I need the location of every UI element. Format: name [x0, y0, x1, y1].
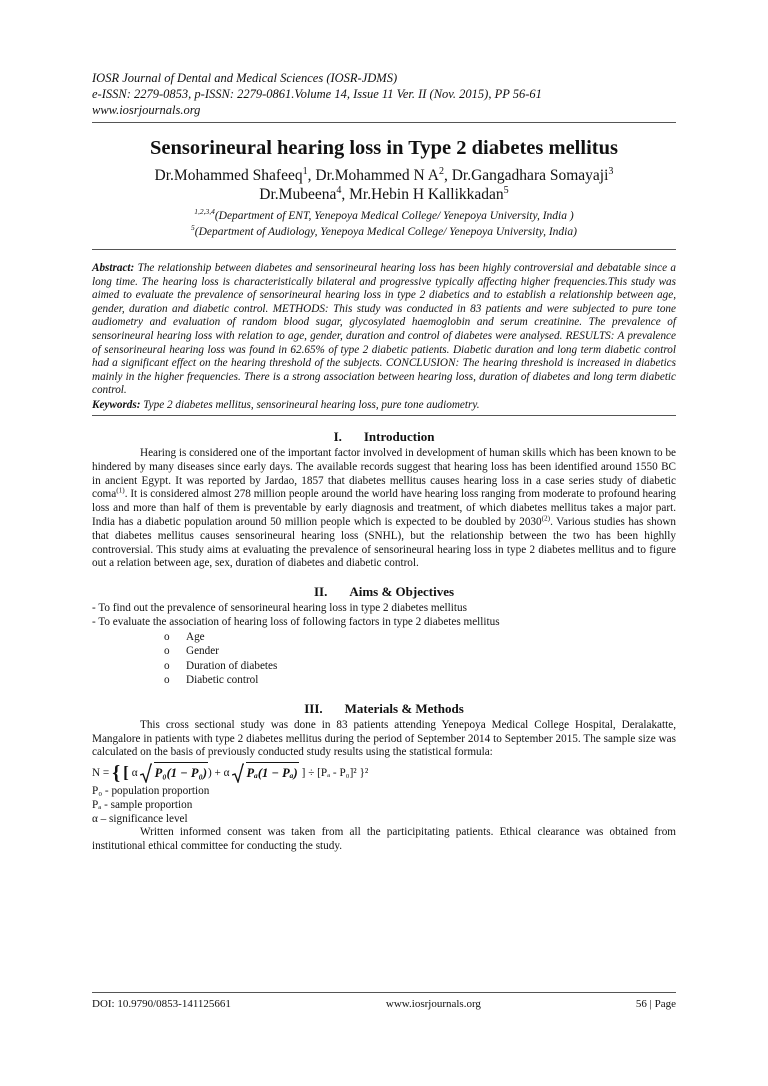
- author-2: , Dr.Mohammed N A: [307, 167, 439, 184]
- keywords: [92, 398, 676, 412]
- author-3-sup: 3: [608, 165, 614, 177]
- bullet-marker: o: [164, 674, 170, 687]
- affiliations: [92, 208, 676, 240]
- affiliation-2-text: (Department of Audiology, Yenepoya Medical College/ Yenepoya University, India): [194, 226, 577, 238]
- abstract-divider-bottom: [92, 415, 676, 416]
- journal-header: [92, 70, 676, 123]
- introduction-paragraph: [92, 447, 676, 571]
- affiliation-1-text: (Department of ENT, Yenepoya Medical College/ Yenepoya University, India ): [214, 210, 574, 222]
- header-divider: [92, 122, 676, 123]
- author-3: , Dr.Gangadhara Somayaji: [443, 167, 609, 184]
- definition-pa: Pₐ - sample proportion: [92, 798, 193, 811]
- list-item: [92, 630, 676, 645]
- formula-brace-icon: {: [112, 761, 121, 784]
- footer-divider: [92, 992, 676, 993]
- footer-row: [92, 998, 676, 1010]
- intro-text-c: . Various studies has shown that diabetes mellitus causes sensorineural hearing loss (SNHL), but the relationship between the two has been highlly controversial. This study aims at evaluating the prevalence of sensorineural hearing loss in type 2 diabetes mellitus and to figure out a relation between age, sex, duration of diabetes and diabetic control.: [92, 515, 676, 570]
- footer-page-number: 56 | Page: [635, 998, 676, 1010]
- formula-tail: ] ÷ [Pₐ - P₀]² }²: [301, 766, 369, 779]
- affiliation-1: [92, 208, 676, 224]
- aim-1: - To find out the prevalence of sensorineural hearing loss in type 2 diabetes mellitus: [92, 602, 467, 615]
- page-footer: [92, 992, 676, 1010]
- formula-plus: ) + α: [208, 766, 230, 779]
- affiliation-1-sup: 1,2,3,4: [194, 207, 215, 217]
- section-heading-introduction: [92, 429, 676, 445]
- formula-p0-term: P₀(1 − P₀): [154, 762, 208, 783]
- sample-size-formula: [92, 762, 676, 783]
- list-item: [92, 673, 676, 688]
- section-number: III.: [304, 700, 323, 716]
- methods-paragraph-2: Written informed consent was taken from all the participitating patients. Ethical clearance was obtained from institutional ethical committee for conducting the study.: [92, 826, 676, 853]
- footer-doi: DOI: 10.9790/0853-141125661: [92, 998, 231, 1010]
- list-item-text: Duration of diabetes: [186, 659, 278, 672]
- author-2-sup: 2: [438, 165, 444, 177]
- formula-alpha: α: [131, 766, 138, 779]
- journal-name: IOSR Journal of Dental and Medical Sciences (IOSR-JDMS): [92, 71, 398, 85]
- sqrt-icon: [140, 763, 152, 783]
- author-4-sup: 4: [336, 184, 342, 196]
- list-item-text: Gender: [186, 645, 219, 658]
- intro-text-a: Hearing is considered one of the important factor involved in development of human skills which has been known to be hindered by many diseases since early days. The available records suggest that hearing loss has been identified around 1550 BC in ancient Egypt. It was reported by Jardao, 1857 that diabetes mellitus causes hearing loss in a case series study of diabetic coma: [92, 446, 676, 501]
- bullet-marker: o: [164, 659, 170, 672]
- intro-text-b: . It is considered almost 278 million people around the world have hearing loss ranging from moderate to profound hearing loss and more than half of them is preventable by early diagnosis and treatment, of which diabetes mellitus takes a major part. India has a diabetic population around 50 million people which is expected to be doubled by 2030: [92, 488, 676, 528]
- formula-bracket-icon: [: [123, 762, 129, 782]
- bullet-marker: o: [164, 630, 170, 643]
- definition-p0: P₀ - population proportion: [92, 785, 210, 798]
- citation-1: (1): [116, 486, 125, 495]
- citation-2: (2): [541, 514, 551, 523]
- abstract: [92, 262, 676, 398]
- keywords-text: Type 2 diabetes mellitus, sensorineural hearing loss, pure tone audiometry.: [140, 398, 480, 411]
- section-title: Materials & Methods: [344, 700, 464, 716]
- journal-url: www.iosrjournals.org: [92, 103, 201, 117]
- bullet-marker: o: [164, 645, 170, 658]
- affiliation-2-sup: 5: [191, 223, 195, 233]
- list-item: [92, 644, 676, 659]
- abstract-label: Abstract:: [92, 262, 135, 274]
- methods-paragraph-1: This cross sectional study was done in 83 patients attending Yenepoya Medical College Hospital, Deralakatte, Mangalore in patients with type 2 diabetes mellitus during the period of September 2014 to September 2015. The sample size was calculated on the basis of previously conducted study results using the statistical formula:: [92, 718, 676, 759]
- sqrt-icon: [232, 763, 244, 783]
- aim-2: - To evaluate the association of hearing loss of following factors in type 2 diabetes mellitus: [92, 615, 500, 628]
- section-number: II.: [313, 584, 328, 600]
- keywords-label: Keywords:: [92, 398, 141, 411]
- formula-pa-term: Pₐ(1 − Pₐ): [246, 762, 299, 783]
- list-item-text: Age: [186, 630, 205, 643]
- abstract-text: The relationship between diabetes and sensorineural hearing loss has been highly controversial and debatable since a long time. The hearing loss is characteristically bilateral and progressive typically affecting higher frequencies.This study was aimed to evaluate the prevalence of sensorineural hearing loss in type 2 diabetics and to establish a relationship between age, gender, duration and diabetic control. METHODS: This study was conducted in 83 patients and were subjected to pure tone audiometry and evaluation of random blood sugar, glycosylated haemoglobin and serum creatinine. The prevalence of sensorineural hearing loss with relation to age, gender, duration and control of diabetes were analysed. RESULTS: A prevalence of sensorineural hearing loss was found in 62.65% of type 2 diabetic patients. Diabetic duration and long term diabetic control had a significant effect on the hearing threshold of the subjects. CONCLUSION: The hearing threshold is increased in diabetics mainly in the higher frequencies. There is a strong association between hearing loss, duration of diabetes and long term diabetic control.: [92, 262, 676, 397]
- affiliation-2: [92, 224, 676, 240]
- author-4: Dr.Mubeena: [259, 186, 337, 203]
- author-5: , Mr.Hebin H Kallikkadan: [341, 186, 504, 203]
- journal-issn: e-ISSN: 2279-0853, p-ISSN: 2279-0861.Volume 14, Issue 11 Ver. II (Nov. 2015), PP 56-61: [92, 87, 542, 101]
- formula-lhs: N =: [92, 766, 110, 779]
- author-5-sup: 5: [503, 184, 509, 196]
- list-item: [92, 659, 676, 674]
- author-1: Dr.Mohammed Shafeeq: [154, 167, 303, 184]
- author-list: [92, 166, 676, 204]
- section-heading-methods: [92, 701, 676, 717]
- factor-list: [92, 630, 676, 688]
- definition-alpha: α – significance level: [92, 812, 188, 825]
- section-title: Introduction: [363, 428, 435, 444]
- author-1-sup: 1: [302, 165, 308, 177]
- section-title: Aims & Objectives: [349, 584, 455, 600]
- footer-site: www.iosrjournals.org: [385, 998, 481, 1010]
- abstract-divider-top: [92, 249, 676, 250]
- section-heading-aims: [92, 584, 676, 600]
- list-item-text: Diabetic control: [186, 674, 259, 687]
- paper-title: Sensorineural hearing loss in Type 2 diabetes mellitus: [150, 137, 618, 159]
- section-number: I.: [333, 428, 342, 444]
- page-body: [92, 70, 676, 854]
